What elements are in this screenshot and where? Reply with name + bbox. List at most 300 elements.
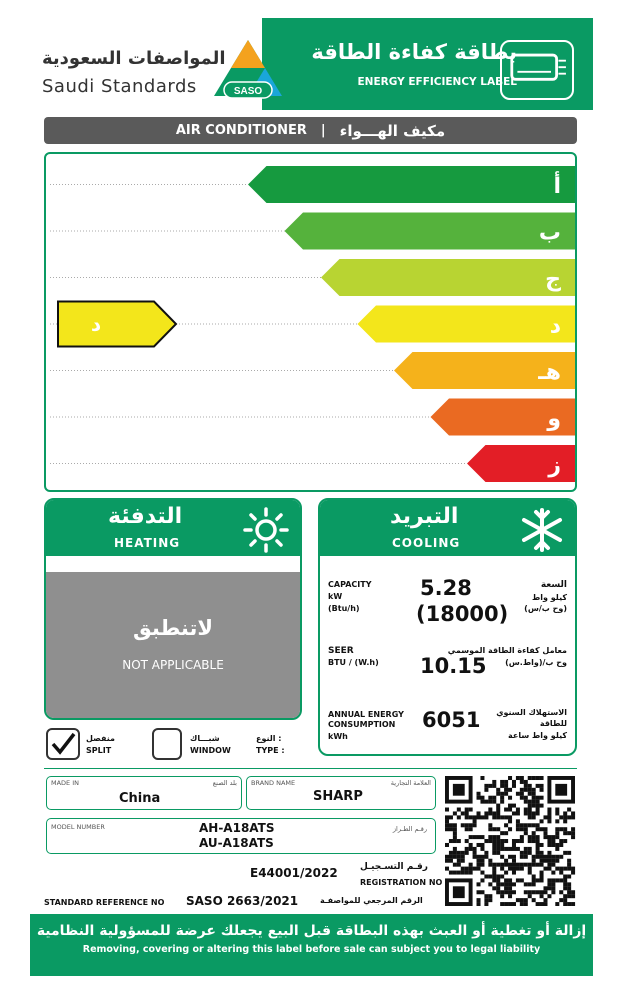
qr-module — [528, 894, 532, 898]
qr-module — [520, 835, 524, 839]
qr-module — [540, 804, 544, 808]
qr-module — [528, 811, 532, 815]
qr-module — [473, 851, 477, 855]
qr-module — [477, 882, 481, 886]
qr-module — [504, 890, 508, 894]
qr-module — [532, 823, 536, 827]
legal-warning-english: Removing, covering or altering this label before sale can subject you to legal liability — [82, 944, 541, 955]
saso-logo — [208, 34, 288, 102]
qr-module — [543, 835, 547, 839]
qr-module — [488, 811, 492, 815]
annual-consumption-arabic-2: للطاقة — [539, 719, 567, 728]
qr-module — [543, 886, 547, 890]
qr-module — [571, 894, 575, 898]
registration-value: E44001/2022 — [250, 866, 338, 880]
qr-module — [559, 878, 563, 882]
qr-module — [555, 808, 559, 812]
qr-module — [528, 776, 532, 780]
brand-label: BRAND NAME — [251, 779, 296, 787]
qr-module — [563, 886, 567, 890]
qr-module — [563, 819, 567, 823]
qr-module — [512, 839, 516, 843]
qr-module — [516, 878, 520, 882]
qr-module — [551, 835, 555, 839]
brand-label-arabic: العلامة التجارية — [390, 779, 431, 787]
qr-module — [528, 815, 532, 819]
appliance-arabic: مكيف الهـــواء — [339, 121, 446, 140]
qr-module — [477, 902, 481, 906]
qr-module — [547, 878, 551, 882]
qr-module — [536, 863, 540, 867]
qr-module — [563, 815, 567, 819]
qr-module — [469, 867, 473, 871]
capacity-unit-arabic-2: (وح ب/س) — [524, 604, 567, 613]
qr-module — [492, 835, 496, 839]
qr-module — [543, 855, 547, 859]
qr-module — [543, 867, 547, 871]
qr-module — [508, 867, 512, 871]
qr-module — [540, 890, 544, 894]
qr-module — [504, 863, 508, 867]
qr-module — [453, 851, 457, 855]
qr-module — [563, 882, 567, 886]
qr-module — [453, 827, 457, 831]
qr-module — [496, 811, 500, 815]
qr-module — [465, 847, 469, 851]
qr-module — [512, 847, 516, 851]
qr-module — [492, 843, 496, 847]
qr-module — [524, 800, 528, 804]
qr-finder — [555, 784, 567, 796]
qr-module — [516, 827, 520, 831]
qr-module — [551, 839, 555, 843]
qr-module — [567, 863, 571, 867]
qr-module — [449, 871, 453, 875]
class-arrow-2 — [285, 213, 576, 250]
class-letter-3: ج — [545, 267, 561, 292]
qr-module — [480, 859, 484, 863]
legal-warning-footer — [30, 914, 593, 976]
qr-module — [516, 898, 520, 902]
qr-module — [567, 831, 571, 835]
qr-module — [516, 776, 520, 780]
qr-module — [477, 855, 481, 859]
qr-module — [555, 867, 559, 871]
qr-module — [559, 843, 563, 847]
qr-module — [484, 874, 488, 878]
qr-module — [508, 855, 512, 859]
qr-module — [559, 815, 563, 819]
qr-module — [473, 867, 477, 871]
qr-module — [571, 831, 575, 835]
qr-module — [559, 871, 563, 875]
qr-module — [543, 890, 547, 894]
qr-module — [532, 776, 536, 780]
qr-module — [524, 788, 528, 792]
standard-reference-label: STANDARD REFERENCE NO — [44, 898, 165, 907]
qr-module — [500, 792, 504, 796]
qr-module — [496, 851, 500, 855]
qr-module — [492, 867, 496, 871]
qr-module — [563, 902, 567, 906]
heating-panel — [44, 498, 302, 720]
qr-module — [540, 796, 544, 800]
appliance-english: AIR CONDITIONER — [175, 123, 307, 138]
qr-module — [508, 804, 512, 808]
qr-module — [508, 827, 512, 831]
qr-module — [547, 867, 551, 871]
window-checkbox — [152, 728, 182, 760]
qr-module — [492, 800, 496, 804]
window-label-arabic: شبـــاك — [190, 734, 220, 743]
capacity-unit-arabic-1: كيلو واط — [531, 593, 567, 602]
qr-module — [496, 804, 500, 808]
qr-module — [477, 867, 481, 871]
annual-consumption-value: 6051 — [422, 708, 481, 732]
qr-module — [555, 859, 559, 863]
qr-module — [500, 831, 504, 835]
qr-module — [559, 890, 563, 894]
qr-module — [563, 878, 567, 882]
qr-module — [555, 855, 559, 859]
qr-module — [500, 863, 504, 867]
qr-module — [496, 792, 500, 796]
qr-module — [496, 878, 500, 882]
qr-module — [532, 859, 536, 863]
qr-module — [520, 780, 524, 784]
qr-module — [445, 823, 449, 827]
qr-module — [547, 819, 551, 823]
qr-module — [540, 902, 544, 906]
qr-module — [512, 867, 516, 871]
qr-module — [496, 847, 500, 851]
qr-module — [477, 835, 481, 839]
standard-reference-value: SASO 2663/2021 — [186, 894, 299, 908]
qr-module — [512, 811, 516, 815]
qr-module — [532, 811, 536, 815]
qr-module — [449, 851, 453, 855]
qr-module — [528, 839, 532, 843]
qr-module — [528, 784, 532, 788]
qr-module — [520, 855, 524, 859]
qr-module — [516, 839, 520, 843]
qr-module — [528, 890, 532, 894]
cooling-panel — [318, 498, 577, 756]
efficiency-scale — [44, 152, 577, 492]
qr-module — [536, 839, 540, 843]
class-arrow-3 — [321, 259, 575, 296]
qr-module — [488, 898, 492, 902]
qr-module — [536, 827, 540, 831]
qr-module — [528, 823, 532, 827]
qr-module — [547, 882, 551, 886]
qr-module — [453, 835, 457, 839]
seer-unit-arabic: وح ب/(واط.س) — [505, 658, 567, 667]
qr-module — [540, 871, 544, 875]
qr-module — [528, 804, 532, 808]
heating-title-arabic: التدفئة — [108, 504, 183, 529]
qr-module — [480, 843, 484, 847]
qr-module — [449, 859, 453, 863]
qr-module — [532, 898, 536, 902]
qr-module — [449, 827, 453, 831]
not-applicable-arabic: لاتنطبق — [132, 616, 214, 640]
qr-module — [524, 784, 528, 788]
heating-title-english: HEATING — [114, 536, 181, 550]
qr-module — [536, 847, 540, 851]
qr-module — [480, 855, 484, 859]
qr-module — [567, 859, 571, 863]
qr-module — [520, 792, 524, 796]
qr-module — [536, 823, 540, 827]
qr-module — [500, 874, 504, 878]
qr-module — [532, 800, 536, 804]
qr-module — [500, 867, 504, 871]
qr-module — [480, 871, 484, 875]
qr-module — [504, 847, 508, 851]
qr-module — [480, 796, 484, 800]
standard-reference-arabic: الرقم المرجعي للمواصفـة — [320, 896, 423, 905]
qr-module — [547, 808, 551, 812]
qr-module — [563, 867, 567, 871]
qr-module — [488, 827, 492, 831]
qr-module — [461, 851, 465, 855]
qr-module — [453, 811, 457, 815]
qr-module — [563, 851, 567, 855]
not-applicable-english: NOT APPLICABLE — [122, 658, 224, 672]
qr-module — [536, 855, 540, 859]
qr-module — [465, 823, 469, 827]
qr-module — [445, 843, 449, 847]
qr-module — [457, 855, 461, 859]
qr-module — [543, 859, 547, 863]
heating-not-applicable-area — [46, 572, 300, 718]
qr-module — [508, 815, 512, 819]
qr-module — [473, 855, 477, 859]
qr-module — [469, 871, 473, 875]
qr-module — [508, 886, 512, 890]
qr-module — [559, 839, 563, 843]
qr-module — [512, 863, 516, 867]
saso-name-english: Saudi Standards — [42, 76, 197, 97]
qr-module — [488, 882, 492, 886]
qr-module — [449, 855, 453, 859]
qr-module — [520, 823, 524, 827]
qr-module — [473, 819, 477, 823]
class-letter-6: و — [547, 406, 561, 432]
capacity-label-arabic: السعة — [540, 580, 567, 590]
qr-module — [571, 871, 575, 875]
seer-label: SEER — [328, 646, 354, 656]
qr-module — [559, 827, 563, 831]
seer-unit: BTU / (W.h) — [328, 658, 379, 667]
qr-module — [461, 823, 465, 827]
qr-module — [532, 831, 536, 835]
qr-module — [457, 859, 461, 863]
qr-module — [551, 855, 555, 859]
qr-module — [445, 819, 449, 823]
qr-module — [465, 871, 469, 875]
qr-module — [484, 815, 488, 819]
qr-module — [465, 867, 469, 871]
air-conditioner-icon — [500, 40, 574, 100]
qr-module — [524, 831, 528, 835]
qr-finder — [453, 886, 465, 898]
model-box — [46, 818, 436, 854]
qr-module — [551, 863, 555, 867]
qr-module — [484, 811, 488, 815]
qr-module — [559, 855, 563, 859]
qr-module — [477, 898, 481, 902]
qr-module — [477, 859, 481, 863]
seer-value: 10.15 — [420, 654, 487, 678]
qr-module — [532, 835, 536, 839]
qr-module — [484, 851, 488, 855]
made-in-value: China — [119, 791, 161, 806]
qr-module — [571, 902, 575, 906]
type-label-arabic: النوع : — [256, 734, 282, 743]
qr-module — [524, 827, 528, 831]
qr-module — [551, 890, 555, 894]
qr-module — [457, 851, 461, 855]
qr-module — [445, 859, 449, 863]
qr-module — [508, 878, 512, 882]
qr-module — [488, 796, 492, 800]
qr-module — [516, 808, 520, 812]
qr-module — [461, 855, 465, 859]
legal-warning-arabic: إزالة أو تغطية أو العبث بهذه البطاقة قبل البيع يجعلك عرضة للمسؤولية النظامية — [36, 923, 587, 939]
class-letter-5: هـ — [538, 360, 561, 385]
qr-module — [555, 835, 559, 839]
qr-module — [563, 811, 567, 815]
qr-module — [488, 859, 492, 863]
qr-module — [547, 886, 551, 890]
qr-module — [508, 890, 512, 894]
qr-module — [528, 847, 532, 851]
qr-module — [516, 823, 520, 827]
qr-module — [500, 847, 504, 851]
qr-module — [500, 784, 504, 788]
qr-module — [524, 808, 528, 812]
qr-module — [536, 776, 540, 780]
qr-module — [500, 843, 504, 847]
brand-value: SHARP — [313, 789, 363, 804]
qr-module — [512, 890, 516, 894]
qr-module — [551, 882, 555, 886]
qr-module — [571, 867, 575, 871]
qr-module — [524, 780, 528, 784]
qr-module — [453, 823, 457, 827]
qr-module — [532, 815, 536, 819]
qr-module — [571, 890, 575, 894]
qr-module — [457, 871, 461, 875]
capacity-label: CAPACITY — [328, 580, 372, 589]
qr-module — [512, 882, 516, 886]
qr-module — [571, 811, 575, 815]
qr-module — [500, 815, 504, 819]
qr-module — [512, 871, 516, 875]
qr-module — [504, 815, 508, 819]
qr-module — [465, 851, 469, 855]
model-label-arabic: رقـم الطـراز — [392, 825, 427, 833]
qr-module — [532, 890, 536, 894]
snowflake-icon — [518, 506, 566, 554]
qr-module — [524, 882, 528, 886]
qr-module — [508, 808, 512, 812]
qr-module — [500, 855, 504, 859]
qr-module — [567, 867, 571, 871]
qr-module — [480, 847, 484, 851]
capacity-kw-value: 5.28 — [420, 576, 472, 600]
qr-module — [536, 890, 540, 894]
qr-module — [508, 788, 512, 792]
qr-module — [492, 871, 496, 875]
qr-module — [551, 886, 555, 890]
capacity-unit-kw: kW — [328, 592, 343, 601]
qr-module — [465, 815, 469, 819]
qr-module — [540, 859, 544, 863]
sun-icon — [242, 506, 290, 554]
qr-module — [492, 811, 496, 815]
class-letter-4: د — [549, 313, 561, 339]
qr-module — [480, 835, 484, 839]
qr-module — [512, 843, 516, 847]
qr-module — [496, 835, 500, 839]
qr-module — [492, 796, 496, 800]
qr-module — [480, 878, 484, 882]
divider — [44, 768, 577, 769]
qr-module — [547, 835, 551, 839]
class-letter-7: ز — [548, 453, 561, 478]
split-label-english: SPLIT — [86, 746, 112, 755]
qr-module — [445, 815, 449, 819]
qr-module — [469, 823, 473, 827]
qr-module — [536, 843, 540, 847]
qr-module — [508, 776, 512, 780]
qr-module — [504, 902, 508, 906]
qr-module — [445, 867, 449, 871]
qr-module — [492, 815, 496, 819]
qr-module — [532, 874, 536, 878]
qr-module — [536, 800, 540, 804]
qr-module — [504, 882, 508, 886]
qr-module — [528, 808, 532, 812]
qr-module — [500, 882, 504, 886]
qr-module — [508, 847, 512, 851]
qr-module — [567, 902, 571, 906]
brand-box — [246, 776, 436, 810]
qr-module — [469, 815, 473, 819]
qr-module — [504, 878, 508, 882]
qr-module — [563, 831, 567, 835]
qr-module — [516, 792, 520, 796]
qr-module — [473, 823, 477, 827]
annual-consumption-label-1: ANNUAL ENERGY — [328, 710, 404, 719]
qr-code — [444, 776, 576, 906]
qr-module — [504, 886, 508, 890]
qr-module — [504, 823, 508, 827]
qr-module — [512, 855, 516, 859]
qr-module — [480, 815, 484, 819]
qr-module — [465, 811, 469, 815]
qr-module — [469, 847, 473, 851]
model-label: MODEL NUMBER — [51, 823, 105, 831]
qr-module — [524, 863, 528, 867]
qr-module — [480, 800, 484, 804]
qr-module — [492, 847, 496, 851]
qr-module — [551, 843, 555, 847]
qr-module — [508, 796, 512, 800]
